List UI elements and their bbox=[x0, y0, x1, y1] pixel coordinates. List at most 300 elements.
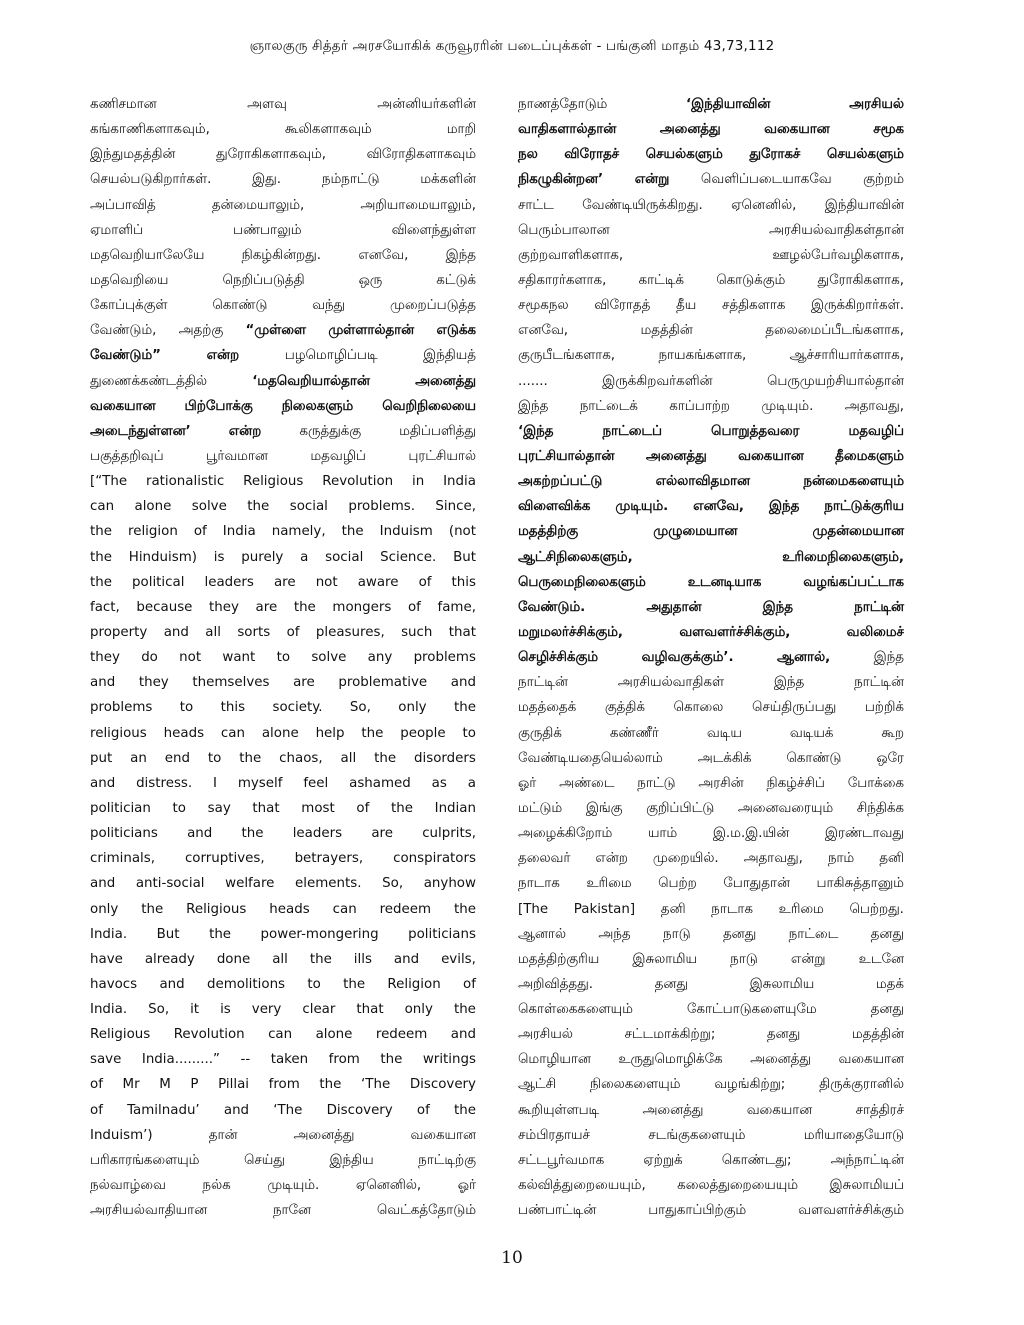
word: அளவு bbox=[247, 97, 287, 112]
word: அரசியல் bbox=[518, 1027, 573, 1043]
text-line bbox=[90, 771, 476, 796]
text-line bbox=[518, 142, 904, 167]
word: ஏனெனில், bbox=[731, 197, 797, 213]
word: any bbox=[367, 650, 393, 666]
word: the bbox=[454, 1102, 476, 1118]
word: அரசியல்வாதிகள் bbox=[617, 675, 725, 691]
word: the bbox=[90, 524, 112, 540]
word: இ.ம.இ.யின் bbox=[712, 826, 790, 842]
text-line bbox=[90, 545, 476, 570]
word: கூற bbox=[881, 725, 904, 741]
text-line bbox=[90, 419, 476, 444]
word: Discovery bbox=[409, 1077, 476, 1093]
text-line bbox=[518, 1123, 904, 1148]
word: as bbox=[431, 775, 447, 791]
word: ஒரு bbox=[358, 272, 383, 288]
word: want bbox=[222, 650, 256, 666]
word: வெளிப்படையாகவே bbox=[700, 172, 832, 188]
page-number: 10 bbox=[501, 1248, 523, 1268]
word: can bbox=[90, 499, 115, 515]
word: themselves bbox=[192, 675, 270, 691]
word: aware bbox=[357, 574, 399, 590]
word: இருக்கிறவர்களின் bbox=[602, 373, 713, 389]
word: துரோகிகளாக, bbox=[817, 272, 904, 288]
word: தலைமைப்பீடங்களாக, bbox=[765, 323, 904, 339]
word: ஒரே bbox=[876, 750, 904, 766]
word: ‘இந்தியாவின் bbox=[686, 97, 771, 112]
word: வகையான bbox=[90, 398, 156, 414]
word: Revolution bbox=[173, 1027, 245, 1043]
word: நாடாக bbox=[518, 876, 560, 892]
word: a bbox=[467, 775, 476, 791]
word: முறையில். bbox=[652, 851, 719, 867]
word: பகுத்தறிவுப் bbox=[90, 448, 164, 464]
word: வளவளர்ச்சிக்கும், bbox=[679, 624, 791, 640]
word: சடங்குகளையும் bbox=[648, 1127, 746, 1143]
word: முழுமையான bbox=[653, 524, 738, 540]
word: முடியும். bbox=[761, 398, 814, 414]
word: to bbox=[172, 800, 186, 816]
left-column bbox=[90, 92, 476, 1223]
word: எடுக்க bbox=[436, 323, 476, 339]
text-line bbox=[518, 897, 904, 922]
word: உருதுமொழிக்கே bbox=[618, 1052, 723, 1068]
word: religious bbox=[90, 725, 147, 741]
text-line bbox=[518, 1198, 904, 1223]
text-line bbox=[90, 167, 476, 192]
word: பற்றிக் bbox=[864, 700, 904, 716]
word: குற்றம் bbox=[863, 172, 904, 188]
word: Revolution bbox=[322, 474, 394, 490]
word: சாட்ட bbox=[518, 197, 554, 213]
text-line bbox=[518, 1148, 904, 1173]
word: நாணத்தோடும் bbox=[518, 97, 608, 112]
word: writings bbox=[422, 1052, 476, 1068]
word: அதாவது, bbox=[743, 851, 803, 867]
text-line bbox=[518, 871, 904, 896]
word: தனது bbox=[722, 926, 757, 942]
word: அதுதான் bbox=[646, 599, 702, 615]
text-line bbox=[518, 746, 904, 771]
word: ஏற்றுக் bbox=[643, 1152, 683, 1168]
word: சதிகாரர்களாக, bbox=[518, 272, 607, 288]
word: can bbox=[220, 725, 245, 741]
word: பெற்ற bbox=[658, 876, 697, 892]
word: மதிப்பளித்து bbox=[399, 423, 476, 439]
word: ஆச்சாரியார்களாக, bbox=[789, 348, 904, 364]
word: Since, bbox=[435, 499, 476, 515]
text-line bbox=[518, 369, 904, 394]
word: தனது bbox=[870, 926, 904, 942]
word: கொடுக்கும் bbox=[716, 272, 786, 288]
word: to bbox=[179, 700, 194, 716]
word: நாட்டைப் bbox=[602, 423, 663, 439]
word: the bbox=[453, 1002, 476, 1018]
word: தனது bbox=[654, 976, 688, 992]
word: alone bbox=[261, 725, 299, 741]
word: they bbox=[90, 650, 120, 666]
word: India bbox=[443, 474, 476, 490]
word: But bbox=[156, 926, 180, 942]
word: எல்லாவிதமான bbox=[655, 474, 750, 490]
text-line bbox=[90, 897, 476, 922]
text-line bbox=[518, 771, 904, 796]
word: put bbox=[90, 750, 113, 766]
text-line bbox=[518, 268, 904, 293]
text-line bbox=[90, 469, 476, 494]
word: கணிசமான bbox=[90, 97, 157, 112]
text-line bbox=[518, 293, 904, 318]
word: அன்னியர்களின் bbox=[377, 97, 476, 112]
word: என்ற bbox=[595, 851, 628, 867]
word: அடைந்துள்ளன’ bbox=[90, 423, 191, 439]
word: of bbox=[463, 976, 476, 992]
word: not bbox=[315, 574, 338, 590]
word: most bbox=[301, 800, 335, 816]
word: all bbox=[272, 951, 288, 967]
word: முடியும். bbox=[615, 499, 669, 515]
word: is bbox=[213, 549, 225, 565]
word: நாம் bbox=[827, 851, 855, 867]
text-line bbox=[90, 746, 476, 771]
running-header: ஞாலகுரு சித்தர் அரசயோகிக் கருவூரரின் படைப்புக்கள் - பங்குனி மாதம் 43,73,112 bbox=[249, 38, 775, 54]
word: அகற்றப்பட்டு bbox=[518, 474, 603, 490]
word: So, bbox=[349, 700, 371, 716]
word: கல்வித்துறையையும், bbox=[518, 1178, 646, 1194]
word: namely, bbox=[271, 524, 326, 540]
word: Pillai bbox=[218, 1077, 249, 1093]
word: பழமொழிப்படி bbox=[284, 348, 378, 364]
word: முறைப்படுத்த bbox=[390, 298, 476, 314]
word: “முள்ளை bbox=[245, 323, 307, 339]
word: அரசியல்வாதியான bbox=[90, 1203, 208, 1219]
word: சத்திகளாக bbox=[721, 298, 786, 314]
word: this bbox=[220, 700, 246, 716]
word: பாகிசுத்தானும் bbox=[816, 876, 904, 892]
text-line bbox=[90, 1022, 476, 1047]
word: புரட்சியால் bbox=[408, 448, 476, 464]
word: and bbox=[450, 675, 476, 691]
word: leaders bbox=[204, 574, 254, 590]
word: distress. bbox=[136, 775, 193, 791]
text-line bbox=[518, 1022, 904, 1047]
word: from bbox=[268, 1077, 300, 1093]
text-line bbox=[518, 846, 904, 871]
word: மதவழிப் bbox=[848, 423, 904, 439]
word: அரசின் bbox=[698, 775, 744, 791]
word: say bbox=[207, 800, 231, 816]
word: வெறிநிலையை bbox=[382, 398, 476, 414]
word: a bbox=[300, 549, 309, 565]
word: இந்துமதத்தின் bbox=[90, 147, 176, 163]
word: and bbox=[393, 951, 420, 967]
text-line bbox=[90, 243, 476, 268]
word: போக்கை bbox=[847, 775, 904, 791]
word: செயல்களும் bbox=[645, 147, 723, 163]
text-line bbox=[90, 268, 476, 293]
word: ஓர் bbox=[457, 1178, 476, 1194]
word: வழிவகுக்கும்’. bbox=[641, 650, 734, 666]
word: மட்டும் bbox=[518, 800, 563, 816]
word: ‘The bbox=[273, 1102, 303, 1118]
word: இரண்டாவது bbox=[824, 826, 904, 842]
word: Tamilnadu’ bbox=[127, 1102, 200, 1118]
word: தனது bbox=[766, 1027, 801, 1043]
word: அடக்கிக் bbox=[697, 750, 752, 766]
word: தலைவர் bbox=[518, 851, 571, 867]
text-line bbox=[518, 620, 904, 645]
word: and bbox=[90, 876, 116, 892]
word: அறிவித்தது. bbox=[518, 976, 593, 992]
word: மக்களின் bbox=[420, 172, 476, 188]
word: the bbox=[241, 826, 264, 842]
text-line bbox=[90, 821, 476, 846]
word: மதவெறியை bbox=[90, 272, 169, 288]
word: India.........” bbox=[141, 1052, 220, 1068]
word: நிலைகளும் bbox=[281, 398, 354, 414]
word: பூர்வமான bbox=[206, 448, 268, 464]
word: உரிமை bbox=[778, 901, 824, 917]
word: the bbox=[293, 599, 316, 615]
text-line bbox=[90, 846, 476, 871]
word: India. bbox=[90, 926, 128, 942]
word: அனைத்து bbox=[645, 448, 707, 464]
word: Science. bbox=[380, 549, 437, 565]
text-line bbox=[518, 218, 904, 243]
word: society. bbox=[272, 700, 323, 716]
word: இது. bbox=[252, 172, 282, 188]
word: என்ற bbox=[206, 348, 240, 364]
word: politicians bbox=[90, 826, 158, 842]
word: the bbox=[453, 901, 476, 917]
word: So, bbox=[382, 876, 404, 892]
text-line bbox=[90, 645, 476, 670]
word: ஏமாளிப் bbox=[90, 222, 143, 238]
word: clear bbox=[302, 1002, 336, 1018]
word: நாடு bbox=[730, 951, 758, 967]
word: அரசியல் bbox=[849, 97, 904, 112]
word: ‘The bbox=[361, 1077, 391, 1093]
word: pleasures, bbox=[315, 624, 385, 640]
word: social bbox=[325, 549, 364, 565]
word: மதத்தின் bbox=[640, 323, 693, 339]
word: demolitions bbox=[206, 976, 286, 992]
word: என்ற bbox=[228, 423, 262, 439]
word: விரோதத் bbox=[594, 298, 651, 314]
word: ஆனால் bbox=[518, 926, 567, 942]
word: done bbox=[216, 951, 251, 967]
word: மாறி bbox=[446, 122, 476, 138]
word: the bbox=[341, 524, 364, 540]
word: தனி bbox=[660, 901, 686, 917]
word: விரோதச் bbox=[564, 147, 620, 163]
word: துணைக்கண்டத்தில் bbox=[90, 373, 207, 389]
word: கூலிகளாகவும் bbox=[284, 122, 372, 138]
word: கோட்பாடுகளையுமே bbox=[686, 1002, 817, 1018]
word: நிகழ்கின்றது. bbox=[241, 247, 322, 263]
word: திருக்குரானில் bbox=[819, 1077, 904, 1093]
word: can bbox=[332, 901, 357, 917]
word: கண்ணீர் bbox=[609, 725, 659, 741]
word: So, bbox=[148, 1002, 170, 1018]
word: P bbox=[190, 1077, 199, 1093]
text-line bbox=[90, 444, 476, 469]
word: மரியாதையோடு bbox=[803, 1127, 904, 1143]
text-line bbox=[90, 293, 476, 318]
word: an bbox=[130, 750, 147, 766]
word: of bbox=[90, 1102, 103, 1118]
word: இசுலாமிய bbox=[749, 976, 815, 992]
text-line bbox=[90, 218, 476, 243]
word: நாட்டின் bbox=[854, 599, 904, 615]
word: வழங்கப்பட்டாக bbox=[803, 574, 904, 590]
text-line bbox=[518, 519, 904, 544]
word: political bbox=[132, 574, 185, 590]
word: வகையான bbox=[738, 448, 804, 464]
word: செழிச்சிக்கும் bbox=[518, 650, 599, 666]
word: of bbox=[416, 1102, 430, 1118]
word: alone bbox=[315, 1027, 353, 1043]
word: தீமைகளும் bbox=[835, 448, 904, 464]
word: ஊழல்பேர்வழிகளாக, bbox=[772, 247, 904, 263]
word: அனைத்து bbox=[659, 122, 721, 138]
word: எனவே, bbox=[358, 247, 409, 263]
word: to bbox=[207, 750, 222, 766]
word: rationalistic bbox=[145, 474, 225, 490]
word: நாட்டின் bbox=[518, 675, 568, 691]
word: Mr bbox=[122, 1077, 140, 1093]
text-line bbox=[90, 1148, 476, 1173]
text-line bbox=[518, 243, 904, 268]
word: இந்த bbox=[768, 499, 800, 515]
word: power-mongering bbox=[260, 926, 379, 942]
word: myself bbox=[237, 775, 283, 791]
word: ஓர் bbox=[518, 775, 537, 791]
word: கொள்கைகளையும் bbox=[518, 1002, 633, 1018]
word: முடியும். bbox=[267, 1178, 320, 1194]
word: are bbox=[273, 574, 296, 590]
word: sorts bbox=[237, 624, 271, 640]
word: அழைக்கிறோம் bbox=[518, 826, 613, 842]
word: மறுமலர்ச்சிக்கும், bbox=[518, 624, 624, 640]
text-line bbox=[518, 922, 904, 947]
word: சாத்திரச் bbox=[855, 1102, 904, 1118]
word: கங்காணிகளாகவும், bbox=[90, 122, 210, 138]
word: நிகழுகின்றன’ bbox=[518, 172, 604, 188]
word: அனைத்து bbox=[750, 1052, 811, 1068]
text-line bbox=[90, 1198, 476, 1223]
word: only bbox=[90, 901, 119, 917]
word: havocs bbox=[90, 976, 138, 992]
word: is bbox=[220, 1002, 231, 1018]
text-line bbox=[90, 871, 476, 896]
word: disorders bbox=[414, 750, 476, 766]
text-line bbox=[518, 545, 904, 570]
word: அப்பாவித் bbox=[90, 197, 156, 213]
word: கொண்டது; bbox=[721, 1152, 792, 1168]
word: கொண்டு bbox=[212, 298, 268, 314]
word: taken bbox=[270, 1052, 309, 1068]
word: and bbox=[90, 675, 116, 691]
text-line bbox=[518, 570, 904, 595]
word: குத்திக் bbox=[604, 700, 645, 716]
word: of bbox=[193, 524, 207, 540]
word: நாட்டிற்கு bbox=[418, 1152, 476, 1168]
text-line bbox=[518, 167, 904, 192]
word: not bbox=[179, 650, 202, 666]
word: Religious bbox=[186, 901, 247, 917]
word: they bbox=[138, 675, 169, 691]
word: ....... bbox=[518, 373, 548, 389]
word: and bbox=[223, 1102, 250, 1118]
text-line bbox=[90, 1123, 476, 1148]
word: ஆட்சி bbox=[518, 1077, 557, 1093]
word: problems. bbox=[348, 499, 415, 515]
word: எனவே, bbox=[693, 499, 745, 515]
word: விளைவிக்க bbox=[518, 499, 591, 515]
word: welfare bbox=[225, 876, 275, 892]
text-line bbox=[90, 394, 476, 419]
text-line bbox=[90, 343, 476, 368]
text-line bbox=[90, 1072, 476, 1097]
word: of bbox=[356, 800, 370, 816]
word: to bbox=[462, 725, 476, 741]
word: redeem bbox=[375, 1027, 428, 1043]
word: நிகழ்ச்சிப் bbox=[766, 775, 825, 791]
word: Discovery bbox=[326, 1102, 393, 1118]
word: the bbox=[390, 800, 413, 816]
word: -- bbox=[240, 1052, 251, 1068]
word: இந்தியத் bbox=[423, 348, 476, 364]
word: வெட்கத்தோடும் bbox=[376, 1203, 476, 1219]
text-line bbox=[90, 117, 476, 142]
word: end bbox=[164, 750, 190, 766]
word: நாயகங்களாக, bbox=[658, 348, 747, 364]
text-line bbox=[518, 796, 904, 821]
word: But bbox=[453, 549, 476, 565]
word: வடியக் bbox=[789, 725, 834, 741]
word: முள்ளால்தான் bbox=[328, 323, 415, 339]
word: I bbox=[213, 775, 217, 791]
word: யாம் bbox=[647, 826, 678, 842]
word: இசுலாமியப் bbox=[829, 1178, 904, 1194]
word: social bbox=[289, 499, 328, 515]
word: conspirators bbox=[393, 851, 476, 867]
word: ‘மதவெறியால்தான் bbox=[252, 373, 370, 389]
word: நல்வாழ்வை bbox=[90, 1178, 166, 1194]
word: Religious bbox=[90, 1027, 151, 1043]
word: மதத்திற்குரிய bbox=[518, 951, 600, 967]
word: பெற்றது. bbox=[849, 901, 904, 917]
word: பெரும்பாலான bbox=[518, 222, 610, 238]
word: பெருமுயற்சியால்தான் bbox=[766, 373, 904, 389]
word: of bbox=[418, 574, 432, 590]
word: Induism bbox=[379, 524, 433, 540]
word: that bbox=[448, 624, 476, 640]
word: only bbox=[404, 1002, 433, 1018]
word: குருதிக் bbox=[518, 725, 562, 741]
word: elements. bbox=[295, 876, 362, 892]
word: அதாவது, bbox=[844, 398, 904, 414]
text-line bbox=[518, 1047, 904, 1072]
word: the bbox=[309, 951, 332, 967]
text-line bbox=[518, 595, 904, 620]
text-line bbox=[518, 394, 904, 419]
word: Hinduism) bbox=[128, 549, 197, 565]
word: இந்திய bbox=[329, 1152, 374, 1168]
word: corruptives, bbox=[184, 851, 265, 867]
word: the bbox=[239, 750, 262, 766]
